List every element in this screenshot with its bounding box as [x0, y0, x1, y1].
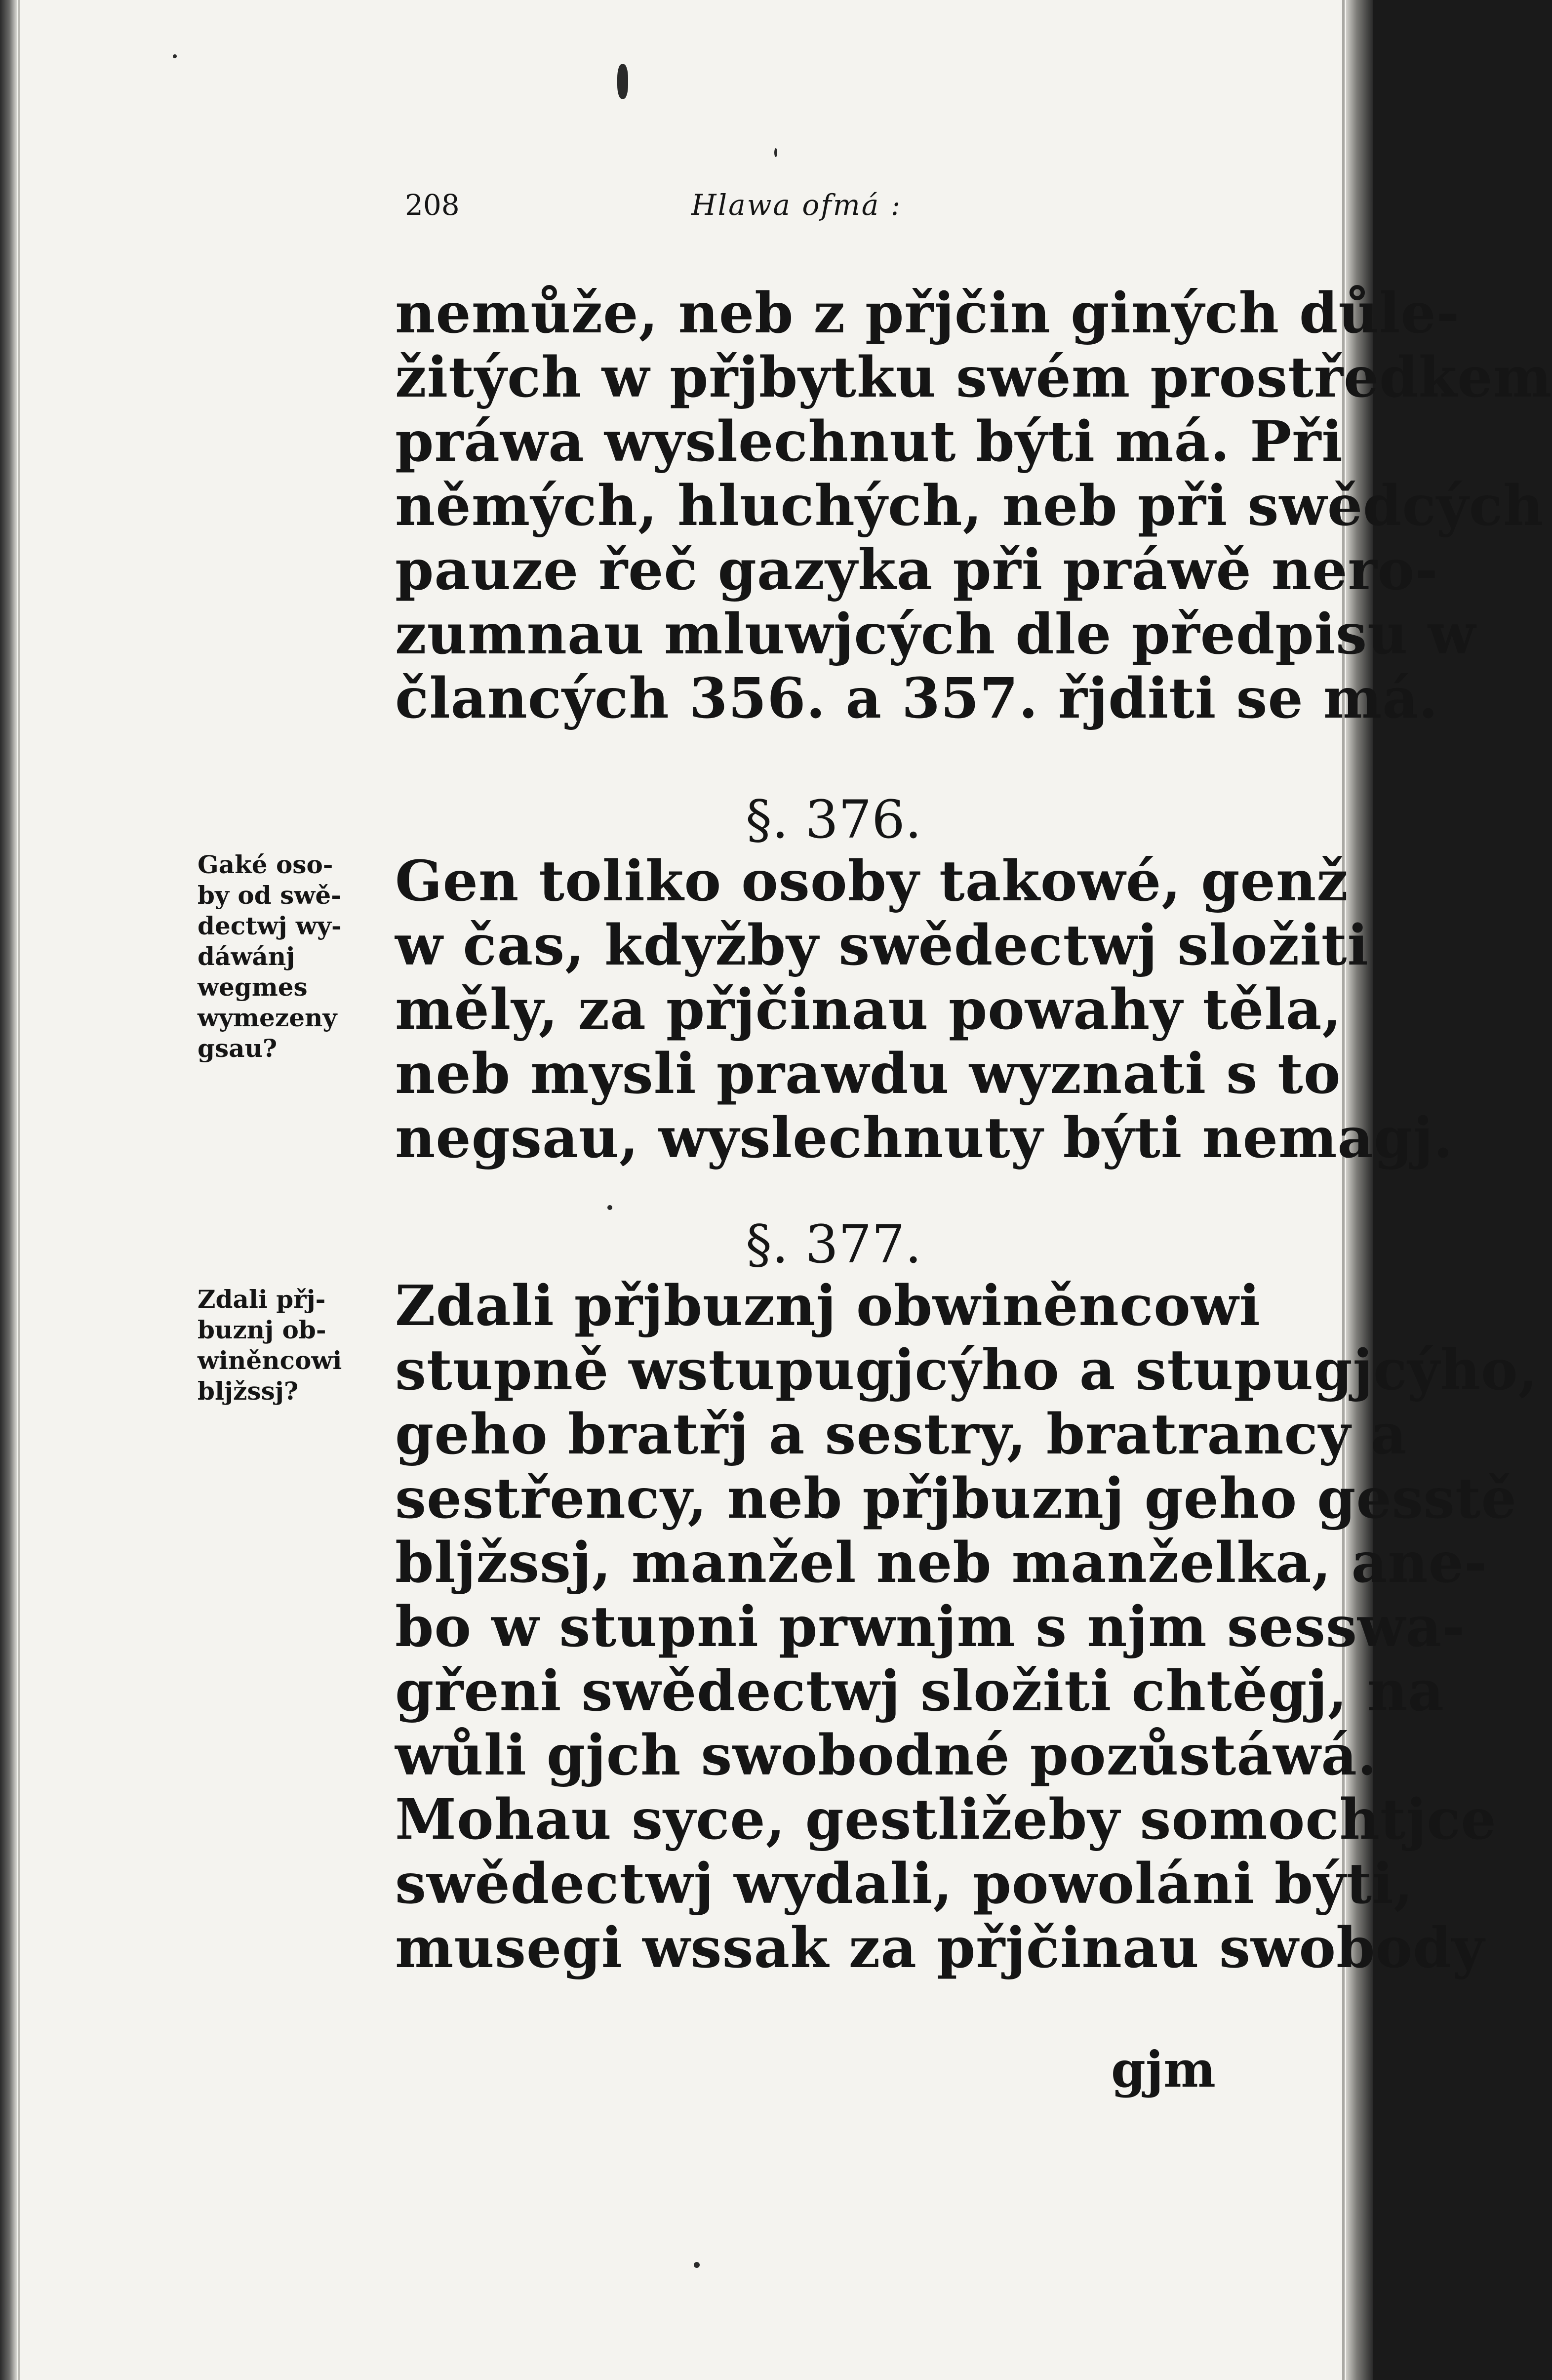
marginal-note-line: by od swě- — [198, 881, 341, 910]
section-heading-377: §. 377. — [746, 1214, 922, 1275]
text-line: Gen toliko osoby takowé, genž — [395, 849, 1349, 914]
text-line: měly, za přjčinau powahy těla, — [395, 977, 1342, 1042]
text-line: žitých w přjbytku swém prostředkem — [395, 345, 1552, 410]
text-line: Zdali přjbuznj obwiněncowi — [395, 1274, 1261, 1338]
text-line: stupně wstupugjcýho a stupugjcýho, — [395, 1338, 1538, 1403]
ink-blot-top — [617, 64, 628, 99]
marginal-note-line: wegmes — [198, 972, 308, 1002]
marginal-note-line: gsau? — [198, 1034, 278, 1063]
marginal-note-line: bljžssj? — [198, 1376, 299, 1406]
ink-speck-1 — [774, 148, 777, 157]
page-left-shadow-edge — [0, 0, 17, 2380]
catchword: gjm — [1111, 2040, 1216, 2098]
text-line: zumnau mluwjcých dle předpisu w — [395, 602, 1476, 667]
text-line: geho bratřj a sestry, bratrancy a — [395, 1402, 1407, 1467]
text-line: musegi wssak za přjčinau swobody — [395, 1916, 1485, 1980]
marginal-note-line: Gaké oso- — [198, 850, 333, 879]
section-heading-376: §. 376. — [746, 789, 922, 850]
text-line: gřeni swědectwj složiti chtěgj, na — [395, 1659, 1444, 1724]
text-line: Mohau syce, gestližeby somochtjce — [395, 1787, 1497, 1852]
text-line: sestřency, neb přjbuznj geho gesstě — [395, 1466, 1517, 1531]
text-line: wůli gjch swobodné pozůstáwá. — [395, 1723, 1377, 1788]
text-line: práwa wyslechnut býti má. Při — [395, 409, 1343, 474]
ink-speck-3 — [607, 1205, 612, 1210]
marginal-note-line: dáwánj — [198, 942, 295, 971]
marginal-note-line: winěncowi — [198, 1346, 342, 1375]
running-head: Hlawa ofmá : — [691, 188, 902, 222]
text-line: nemůže, neb z přjčin giných důle- — [395, 281, 1460, 346]
marginal-note-line: Zdali přj- — [198, 1285, 326, 1314]
marginal-note-line: dectwj wy- — [198, 911, 342, 940]
text-line: bo w stupni prwnjm s njm sesswa- — [395, 1595, 1466, 1659]
text-line: bljžssj, manžel neb manželka, ane- — [395, 1531, 1488, 1595]
ink-speck-2 — [173, 54, 177, 58]
text-line: neb mysli prawdu wyznati s to — [395, 1042, 1341, 1106]
page-left-border-line — [18, 0, 20, 2380]
text-line: člancých 356. a 357. řjditi se má. — [395, 666, 1438, 731]
marginal-note-line: buznj ob- — [198, 1315, 326, 1344]
text-line: swědectwj wydali, powoláni býti, — [395, 1852, 1414, 1916]
text-line: němých, hluchých, neb při swědcých — [395, 474, 1544, 538]
ink-speck-4 — [694, 2262, 700, 2268]
text-line: negsau, wyslechnuty býti nemagj. — [395, 1106, 1453, 1170]
page-number: 208 — [405, 188, 460, 222]
text-line: pauze řeč gazyka při práwě nero- — [395, 538, 1438, 603]
marginal-note-line: wymezeny — [198, 1003, 337, 1032]
text-line: w čas, kdyžby swědectwj složiti — [395, 913, 1369, 978]
